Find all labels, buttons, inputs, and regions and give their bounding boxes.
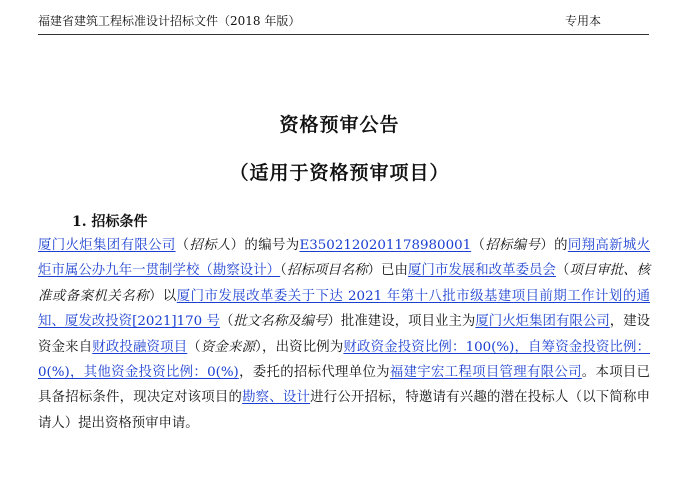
section-heading: 1. 招标条件 bbox=[72, 214, 148, 230]
body-text: ，委托的招标代理单位为 bbox=[238, 365, 390, 381]
body-text: ），出资比例为 bbox=[255, 339, 344, 355]
page-subtitle: （适用于资格预审项目） bbox=[229, 162, 450, 184]
page-header bbox=[38, 10, 649, 35]
body-text: ）的编号为 bbox=[230, 238, 300, 253]
tenderer-note: 招标人 bbox=[189, 238, 231, 253]
tenderer-name: 厦门火炬集团有限公司 bbox=[38, 238, 176, 253]
tender-scope: 勘察、设计 bbox=[242, 390, 311, 406]
project-name-note: 招标项目名称 bbox=[286, 263, 368, 279]
tender-code-note: 招标编号 bbox=[485, 238, 541, 253]
page-title: 资格预审公告 bbox=[279, 114, 400, 136]
approval-department: 厦门市发展和改革委员会 bbox=[407, 263, 556, 279]
fund-source-note: 资金来源 bbox=[200, 339, 256, 355]
header-doc-title: 福建省建筑工程标准设计招标文件（2018 年版） bbox=[38, 14, 301, 28]
tender-agent: 福建宇宏工程项目管理有限公司 bbox=[389, 365, 582, 381]
tender-code: E3502120201178980001 bbox=[299, 238, 472, 253]
body-text: ）的 bbox=[540, 238, 568, 253]
body-text: ）批准建设，项目业主为 bbox=[327, 314, 476, 330]
body-text: （ bbox=[471, 238, 486, 253]
fund-source: 财政投融资项目 bbox=[92, 339, 188, 355]
approval-document-note: 批文名称及编号 bbox=[233, 314, 328, 330]
body-text: （ bbox=[175, 238, 190, 253]
approval-department-note: 项目审批、核准或备案机关名称 bbox=[38, 263, 651, 304]
approval-document: 厦门市发展改革委关于下达 2021 年第十八批市级基建项目前期工作计划的通知、厦发改投资[2021]170 号 bbox=[38, 288, 651, 330]
tender-conditions-paragraph bbox=[38, 233, 650, 436]
body-text: （ bbox=[219, 314, 234, 330]
body-text: 。本项目已具备招标条件，现决定对该项目的 bbox=[38, 365, 651, 406]
body-text: ）以 bbox=[149, 288, 177, 304]
body-text: （ bbox=[280, 263, 287, 279]
body-text: （ bbox=[555, 263, 570, 279]
body-text: （ bbox=[187, 339, 201, 355]
body-text: ）已由 bbox=[367, 263, 408, 279]
header-edition-label: 专用本 bbox=[564, 14, 601, 28]
body-text: ，建设资金来自 bbox=[38, 314, 651, 355]
body-text: 进行公开招标，特邀请有兴趣的潜在投标人（以下简称申请人）提出资格预审申请。 bbox=[38, 390, 651, 431]
project-owner: 厦门火炬集团有限公司 bbox=[475, 314, 610, 330]
project-name: 同翔高新城火炬市属公办九年一贯制学校（勘察设计） bbox=[38, 238, 651, 279]
investment-ratio: 财政资金投资比例：100(%)，自筹资金投资比例：0(%)，其他资金投资比例：0(%) bbox=[38, 339, 651, 381]
